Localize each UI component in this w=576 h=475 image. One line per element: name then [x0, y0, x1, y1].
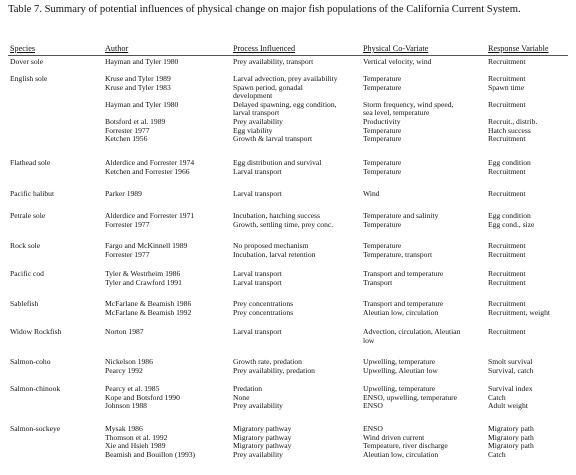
- physical-covariate-cell: Tempeature, river discharge: [363, 441, 448, 451]
- physical-covariate-cell: Temperature: [363, 74, 402, 83]
- author-cell: Nickelson 1986: [105, 357, 153, 366]
- process-cell: None: [233, 392, 250, 402]
- author-cell: Forrester 1977: [105, 125, 150, 135]
- response-cell: Egg condition: [488, 211, 531, 220]
- process-cell: Prey concentrations: [233, 299, 294, 308]
- response-cell: Smolt survival: [488, 357, 533, 366]
- author-cell: Thomson et al. 1992: [105, 432, 168, 442]
- response-cell: Hatch success: [488, 125, 531, 135]
- physical-covariate-cell: Temperature: [363, 134, 402, 144]
- physical-covariate-cell: Temperature: [363, 158, 402, 167]
- response-cell: Adult weight: [488, 401, 528, 411]
- author-cell: Kruse and Tyler 1983: [105, 82, 171, 92]
- species-cell: Salmon-chinook: [10, 384, 61, 393]
- process-cell: Prey availability: [233, 449, 283, 459]
- response-cell: Migratory path: [488, 432, 534, 442]
- process-cell: Larval advection, prey availability: [233, 74, 338, 83]
- response-cell: Recruitment: [488, 134, 526, 144]
- author-cell: Botsford et al. 1989: [105, 116, 166, 126]
- response-cell: Migratory path: [488, 441, 534, 451]
- author-cell: Pearcy 1992: [105, 365, 143, 375]
- species-cell: English sole: [10, 74, 48, 83]
- response-cell: Recruitment: [488, 327, 526, 336]
- response-cell: Survival, catch: [488, 365, 534, 375]
- process-cell: Growth, settling time, prey conc.: [233, 219, 334, 229]
- response-cell: Recruit., distrib.: [488, 116, 538, 126]
- physical-covariate-cell: sea level, temperature: [363, 108, 430, 118]
- species-group: [0, 300, 576, 317]
- response-cell: Recruitment: [488, 269, 526, 278]
- author-cell: McFarlane & Beamish 1986: [105, 299, 192, 308]
- process-cell: Larval transport: [233, 269, 282, 278]
- physical-covariate-cell: ENSO: [363, 401, 383, 411]
- species-group: [0, 212, 576, 229]
- response-cell: Recruitment: [488, 166, 526, 176]
- species-cell: Dover sole: [10, 57, 44, 66]
- physical-covariate-cell: Advection, circulation, Aleutian: [363, 327, 461, 336]
- physical-covariate-cell: Aleutian low, circulation: [363, 449, 439, 459]
- process-cell: Larval transport: [233, 277, 282, 287]
- process-cell: Delayed spawning, egg condition,: [233, 99, 337, 109]
- author-cell: Ketchen and Forrester 1966: [105, 166, 190, 176]
- author-cell: Johnson 1988: [105, 401, 147, 411]
- table-row: [0, 328, 576, 337]
- author-cell: Fargo and McKinnell 1989: [105, 241, 188, 250]
- table-row: [0, 101, 576, 110]
- response-cell: Recruitment: [488, 299, 526, 308]
- author-cell: Mysak 1986: [105, 424, 143, 433]
- process-cell: Larval transport: [233, 166, 282, 176]
- response-cell: Migratory path: [488, 424, 534, 433]
- species-group: [0, 385, 576, 411]
- process-cell: No proposed mechanism: [233, 241, 309, 250]
- species-group: [0, 159, 576, 176]
- physical-covariate-cell: ENSO: [363, 424, 383, 433]
- author-cell: Alderdice and Forrester 1974: [105, 158, 195, 167]
- process-cell: Migratory pathway: [233, 432, 292, 442]
- response-cell: Recruitment: [488, 74, 526, 83]
- table-row: [0, 84, 576, 93]
- process-cell: Egg distribution and survival: [233, 158, 322, 167]
- table-row: [0, 337, 576, 346]
- author-cell: Norton 1987: [105, 327, 144, 336]
- process-cell: Incubation, larval retention: [233, 249, 316, 259]
- header-response: Response Variable: [488, 44, 549, 53]
- author-cell: Hayman and Tyler 1980: [105, 99, 179, 109]
- process-cell: Prey availability, predation: [233, 365, 315, 375]
- species-cell: Pacific halibut: [10, 189, 55, 198]
- species-group: [0, 270, 576, 287]
- process-cell: Migratory pathway: [233, 441, 292, 451]
- header-process: Process Influenced: [233, 44, 296, 53]
- process-cell: Spawn period, gonadal: [233, 82, 303, 92]
- header-physical: Physical Co-Variate: [363, 44, 429, 53]
- physical-covariate-cell: low: [363, 335, 375, 345]
- response-cell: Catch: [488, 392, 506, 402]
- species-cell: Salmon-sockeye: [10, 424, 61, 433]
- physical-covariate-cell: Transport and temperature: [363, 299, 444, 308]
- author-cell: Kope and Botsford 1990: [105, 392, 180, 402]
- physical-covariate-cell: Temperature, transport: [363, 249, 433, 259]
- author-cell: Parker 1989: [105, 189, 142, 198]
- process-cell: Prey availability: [233, 401, 283, 411]
- species-cell: Pacific cod: [10, 269, 44, 278]
- table-row: [0, 367, 576, 376]
- table-row: [0, 190, 576, 199]
- author-cell: Forrester 1977: [105, 249, 150, 259]
- physical-covariate-cell: Wind driven current: [363, 432, 425, 442]
- response-cell: Egg cond., size: [488, 219, 535, 229]
- header-species: Species: [10, 44, 36, 53]
- response-cell: Recruitment: [488, 99, 526, 109]
- physical-covariate-cell: Temperature: [363, 166, 402, 176]
- response-cell: Spawn time: [488, 82, 525, 92]
- physical-covariate-cell: Upwelling, temperature: [363, 357, 436, 366]
- process-cell: Prey availability, transport: [233, 57, 314, 66]
- species-group: [0, 328, 576, 345]
- table-row: [0, 135, 576, 144]
- process-cell: Incubation, hatching success: [233, 211, 321, 220]
- species-cell: Sablefish: [10, 299, 39, 308]
- process-cell: Growth rate, predation: [233, 357, 302, 366]
- table-row: [0, 168, 576, 177]
- author-cell: Kruse and Tyler 1989: [105, 74, 171, 83]
- table-row: [0, 309, 576, 318]
- species-group: [0, 75, 576, 144]
- process-cell: larval transport: [233, 108, 280, 118]
- process-cell: Larval transport: [233, 189, 282, 198]
- physical-covariate-cell: Upwelling, temperature: [363, 384, 436, 393]
- table-row: [0, 58, 576, 67]
- response-cell: Recruitment: [488, 189, 526, 198]
- physical-covariate-cell: Temperature and salinity: [363, 211, 439, 220]
- response-cell: Catch: [488, 449, 506, 459]
- physical-covariate-cell: Temperature: [363, 219, 402, 229]
- process-cell: Larval transport: [233, 327, 282, 336]
- species-group: [0, 242, 576, 259]
- author-cell: Forrester 1977: [105, 219, 150, 229]
- response-cell: Recruitment: [488, 57, 526, 66]
- species-group: [0, 425, 576, 459]
- physical-covariate-cell: Temperature: [363, 82, 402, 92]
- response-cell: Egg condition: [488, 158, 531, 167]
- process-cell: Predation: [233, 384, 263, 393]
- header-author: Author: [105, 44, 129, 53]
- process-cell: Growth & larval transport: [233, 134, 313, 144]
- table-row: [0, 451, 576, 460]
- physical-covariate-cell: Aleutian low, circulation: [363, 307, 439, 317]
- species-group: [0, 190, 576, 199]
- physical-covariate-cell: Vertical velocity, wind: [363, 57, 432, 66]
- process-cell: Prey concentrations: [233, 307, 294, 317]
- table-row: [0, 279, 576, 288]
- author-cell: Xie and Hsieh 1989: [105, 441, 166, 451]
- author-cell: Hayman and Tyler 1980: [105, 57, 179, 66]
- process-cell: Egg viability: [233, 125, 273, 135]
- author-cell: Tyler & Westrheim 1986: [105, 269, 181, 278]
- species-cell: Salmon-coho: [10, 357, 51, 366]
- table-row: [0, 221, 576, 230]
- species-cell: Petrale sole: [10, 211, 46, 220]
- species-cell: Flathead sole: [10, 158, 51, 167]
- physical-covariate-cell: Transport: [363, 277, 393, 287]
- author-cell: Ketchen 1956: [105, 134, 148, 144]
- species-group: [0, 58, 576, 67]
- physical-covariate-cell: Temperature: [363, 125, 402, 135]
- physical-covariate-cell: Productivity: [363, 116, 401, 126]
- author-cell: Tyler and Crawford 1991: [105, 277, 182, 287]
- process-cell: Migratory pathway: [233, 424, 292, 433]
- author-cell: Alderdice and Forrester 1971: [105, 211, 195, 220]
- species-group: [0, 358, 576, 375]
- response-cell: Recruitment: [488, 241, 526, 250]
- process-cell: development: [233, 91, 273, 101]
- physical-covariate-cell: ENSO, upwelling, temperature: [363, 392, 458, 402]
- response-cell: Recruitment: [488, 249, 526, 259]
- author-cell: Beamish and Bouillon (1993): [105, 449, 196, 459]
- physical-covariate-cell: Storm frequency, wind speed,: [363, 99, 454, 109]
- species-cell: Widow Rockfish: [10, 327, 62, 336]
- header-rule: [8, 55, 568, 56]
- author-cell: Pearcy et al. 1985: [105, 384, 160, 393]
- table-caption: Table 7. Summary of potential influences of physical change on major fish populations of the California Current System.: [8, 4, 521, 15]
- table-row: [0, 251, 576, 260]
- species-cell: Rock sole: [10, 241, 41, 250]
- process-cell: Prey availability: [233, 116, 283, 126]
- physical-covariate-cell: Upwelling, Aleutian low: [363, 365, 438, 375]
- response-cell: Recruitment, weight: [488, 307, 550, 317]
- physical-covariate-cell: Transport and temperature: [363, 269, 444, 278]
- author-cell: McFarlane & Beamish 1992: [105, 307, 192, 317]
- response-cell: Survival index: [488, 384, 533, 393]
- response-cell: Recruitment: [488, 277, 526, 287]
- physical-covariate-cell: Temperature: [363, 241, 402, 250]
- table-row: [0, 402, 576, 411]
- physical-covariate-cell: Wind: [363, 189, 380, 198]
